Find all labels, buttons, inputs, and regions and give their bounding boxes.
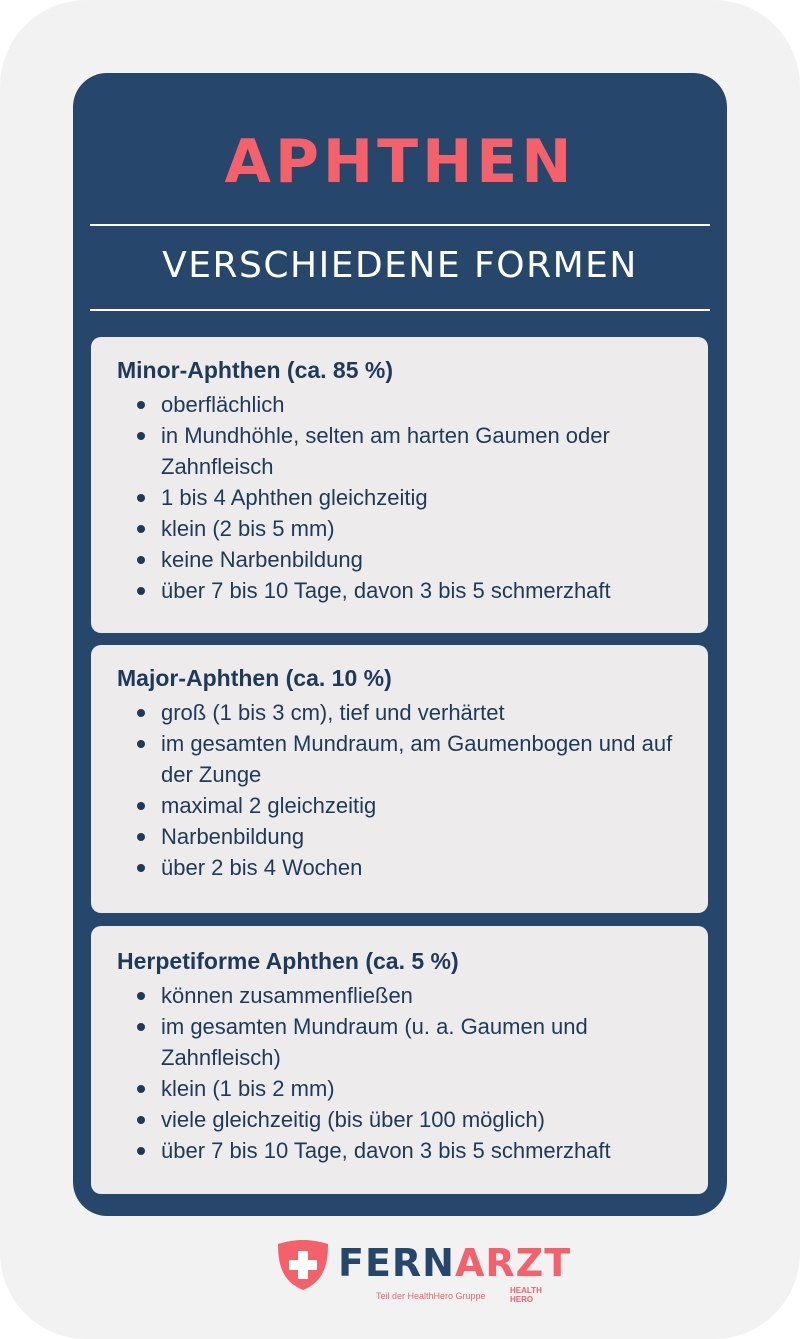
healthhero-logo <box>510 1286 542 1304</box>
section-minor-aphthen <box>91 337 708 633</box>
divider-bottom <box>90 309 710 311</box>
list-item: 1 bis 4 Aphthen gleichzeitig <box>117 482 684 513</box>
list-item: im gesamten Mundraum, am Gaumenbogen und auf der Zunge <box>117 728 684 790</box>
section-major-aphthen <box>91 645 708 913</box>
list-item: oberflächlich <box>117 389 684 420</box>
info-card <box>73 73 727 1216</box>
list-item: über 7 bis 10 Tage, davon 3 bis 5 schmerzhaft <box>117 575 684 606</box>
list-item: groß (1 bis 3 cm), tief und verhärtet <box>117 697 684 728</box>
section-heading: Minor-Aphthen (ca. 85 %) <box>117 357 394 383</box>
list-item: über 2 bis 4 Wochen <box>117 852 684 883</box>
swiss-cross-shield-icon <box>276 1238 330 1292</box>
section-heading: Herpetiforme Aphthen (ca. 5 %) <box>117 948 459 974</box>
logo-tagline: Teil der HealthHero Gruppe <box>376 1291 486 1301</box>
logo-word-fern: FERN <box>338 1241 455 1285</box>
list-item: Narbenbildung <box>117 821 684 852</box>
section-herpetiforme-aphthen <box>91 926 708 1194</box>
fernarzt-logo <box>276 1238 572 1308</box>
list-item: im gesamten Mundraum (u. a. Gaumen und Zahnfleisch) <box>117 1011 684 1073</box>
list-item: keine Narbenbildung <box>117 544 684 575</box>
divider-top <box>90 224 710 226</box>
list-item: maximal 2 gleichzeitig <box>117 790 684 821</box>
list-item: in Mundhöhle, selten am harten Gaumen oder Zahnfleisch <box>117 420 684 482</box>
section-list <box>117 389 684 606</box>
healthhero-line1: HEALTH <box>510 1286 542 1295</box>
section-list <box>117 980 684 1166</box>
list-item: klein (1 bis 2 mm) <box>117 1073 684 1104</box>
page-title: APHTHEN <box>224 127 576 197</box>
list-item: klein (2 bis 5 mm) <box>117 513 684 544</box>
subtitle: VERSCHIEDENE FORMEN <box>162 245 638 286</box>
logo-word-arzt: ARZT <box>454 1241 572 1285</box>
list-item: viele gleichzeitig (bis über 100 möglich) <box>117 1104 684 1135</box>
list-item: über 7 bis 10 Tage, davon 3 bis 5 schmerzhaft <box>117 1135 684 1166</box>
logo-wordmark <box>338 1240 571 1286</box>
section-heading: Major-Aphthen (ca. 10 %) <box>117 665 392 691</box>
section-list <box>117 697 684 883</box>
list-item: können zusammenfließen <box>117 980 684 1011</box>
healthhero-line2: HERO <box>510 1295 534 1304</box>
